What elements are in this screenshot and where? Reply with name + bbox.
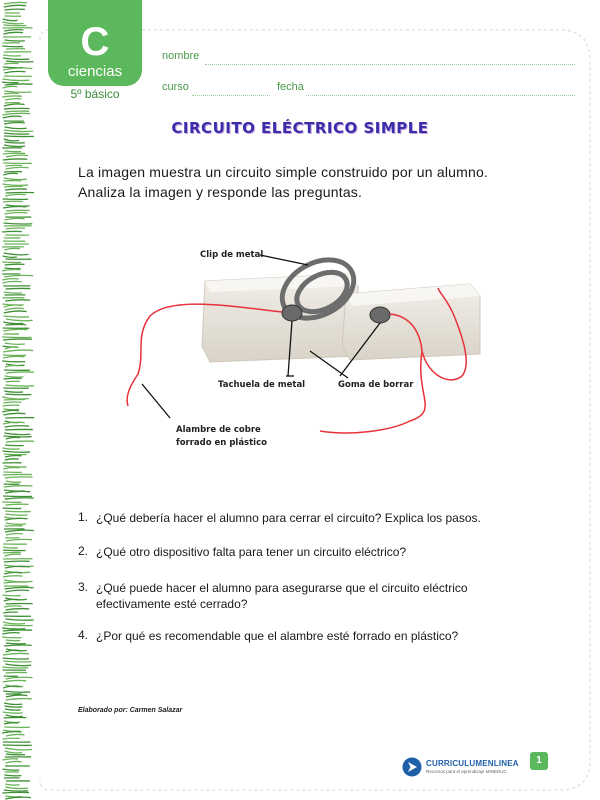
course-line[interactable] [192,95,270,96]
badge-letter: C [80,20,110,64]
question-text: ¿Por qué es recomendable que el alambre esté forrado en plástico? [96,629,459,643]
eraser-left [202,274,358,362]
course-label: curso [162,81,189,93]
question-number: 2. [78,544,89,558]
question-text: ¿Qué otro dispositivo falta para tener un circuito eléctrico? [96,545,407,559]
label-eraser: Goma de borrar [338,380,414,390]
curriculumenlinea-arrow-icon [402,757,422,777]
subject-label: ciencias [67,63,123,80]
page-number: 1 [530,752,548,770]
label-tack: Tachuela de metal [218,380,306,390]
worksheet-title: CIRCUITO ELÉCTRICO SIMPLE [171,119,429,137]
intro-text [78,162,548,202]
intro-line-1: La imagen muestra un circuito simple construido por un alumno. [78,164,489,180]
label-clip: Clip de metal [200,250,264,260]
question-number: 4. [78,628,89,642]
grade-label: 5º básico [70,87,120,101]
tack-right [370,307,390,323]
date-line[interactable] [306,95,575,96]
eraser-right [342,284,480,360]
question-number: 3. [78,580,89,594]
wire-right-tail [320,351,425,433]
question-number: 1. [78,510,89,524]
intro-line-2: Analiza la imagen y responde las preguntas. [78,184,363,200]
date-label: fecha [277,81,304,93]
curriculum-logo[interactable] [402,756,519,778]
label-wire-2: forrado en plástico [176,438,267,448]
question-text: ¿Qué debería hacer el alumno para cerrar el circuito? Explica los pasos. [96,511,481,525]
name-line[interactable] [205,64,575,65]
question-text: ¿Qué puede hacer el alumno para asegurarse que el circuito eléctrico efectivamente esté cerrado? [96,581,468,611]
subject-badge [48,0,142,86]
tack-left [282,305,302,321]
logo-text: CURRICULUMENLINEA [426,759,519,768]
label-wire-1: Alambre de cobre [176,425,261,435]
name-label: nombre [162,50,200,62]
author-credit: Elaborado por: Carmen Salazar [78,707,183,714]
circuit-figure [110,236,510,456]
logo-subtitle: Recursos para el aprendizaje MINEDUC [426,769,507,774]
